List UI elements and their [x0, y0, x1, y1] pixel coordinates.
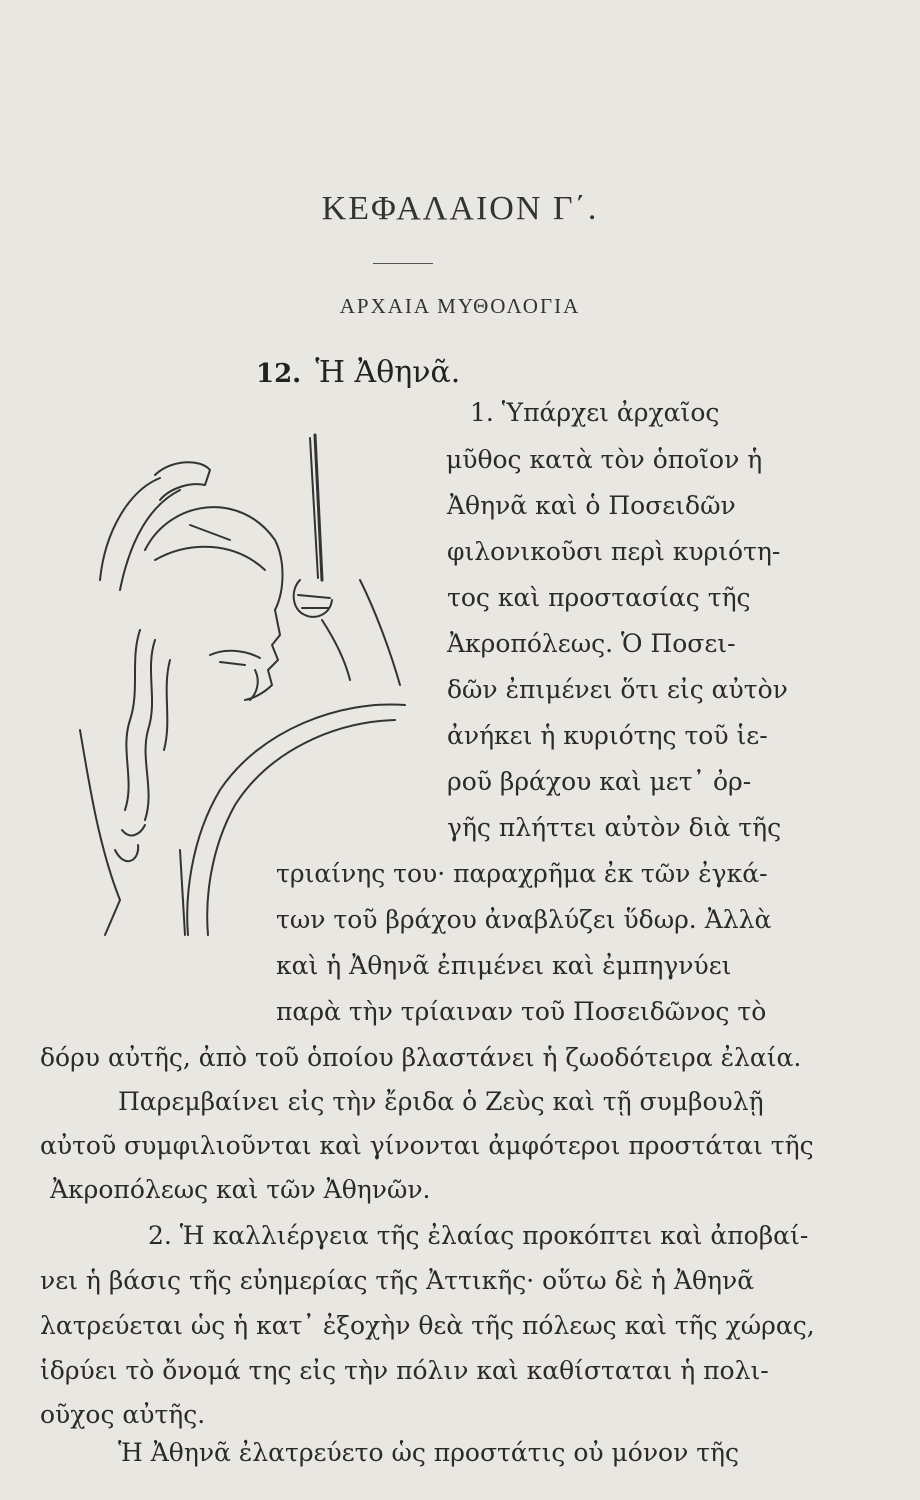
title-divider [373, 263, 433, 264]
text-line: φιλονικοῦσι περὶ κυριότη- [447, 537, 781, 566]
text-line: των τοῦ βράχου ἀναβλύζει ὕδωρ. Ἀλλὰ [276, 905, 772, 934]
text-line: Ἀκροπόλεως καὶ τῶν Ἀθηνῶν. [50, 1175, 431, 1204]
text-line: ἱδρύει τὸ ὄνομά της εἰς τὴν πόλιν καὶ καθίσταται ἡ πολι- [40, 1356, 769, 1385]
text-line: ροῦ βράχου καὶ μετ᾽ ὀρ- [447, 767, 752, 796]
text-line: αὐτοῦ συμφιλιοῦνται καὶ γίνονται ἀμφότεροι προστάται τῆς [40, 1131, 814, 1160]
subsection-heading [256, 355, 460, 390]
subsection-number: 12. [256, 359, 302, 389]
text-line: δόρυ αὐτῆς, ἀπὸ τοῦ ὁποίου βλαστάνει ἡ ζωοδότειρα ἐλαία. [40, 1043, 802, 1072]
text-line: καὶ ἡ Ἀθηνᾶ ἐπιμένει καὶ ἐμπηγνύει [276, 951, 732, 980]
section-title: ΑΡΧΑΙΑ ΜΥΘΟΛΟΓΙΑ [339, 294, 581, 318]
text-line: μῦθος κατὰ τὸν ὁποῖον ἡ [446, 445, 763, 474]
text-line: 1. Ὑπάρχει ἀρχαῖος [470, 398, 720, 427]
text-line: οῦχος αὐτῆς. [40, 1400, 206, 1429]
text-line: λατρεύεται ὡς ἡ κατ᾽ ἐξοχὴν θεὰ τῆς πόλεως καὶ τῆς χώρας, [40, 1311, 815, 1340]
subsection-title: Ἡ Ἀθηνᾶ. [315, 355, 461, 390]
text-line: τος καὶ προστασίας τῆς [447, 583, 751, 612]
text-line: γῆς πλήττει αὐτὸν διὰ τῆς [447, 813, 782, 842]
text-line: Ἡ Ἀθηνᾶ ἐλατρεύετο ὡς προστάτις οὐ μόνον τῆς [118, 1438, 740, 1467]
text-line: νει ἡ βάσις τῆς εὐημερίας τῆς Ἀττικῆς· οὕτω δὲ ἡ Ἀθηνᾶ [40, 1266, 755, 1295]
text-line: Ἀκροπόλεως. Ὁ Ποσει- [447, 629, 736, 658]
text-line: Ἀθηνᾶ καὶ ὁ Ποσειδῶν [447, 491, 736, 520]
text-line: παρὰ τὴν τρίαιναν τοῦ Ποσειδῶνος τὸ [276, 997, 767, 1026]
text-line: Παρεμβαίνει εἰς τὴν ἔριδα ὁ Ζεὺς καὶ τῇ συμβουλῇ [118, 1087, 764, 1116]
text-line: δῶν ἐπιμένει ὅτι εἰς αὐτὸν [447, 675, 788, 704]
text-line: 2. Ἡ καλλιέργεια τῆς ἐλαίας προκόπτει καὶ ἀποβαί- [148, 1221, 809, 1250]
chapter-title: ΚΕΦΑΛΑΙΟΝ Γ΄. [321, 190, 599, 227]
text-line: ἀνήκει ἡ κυριότης τοῦ ἱε- [447, 721, 768, 750]
text-line: τριαίνης του· παραχρῆμα ἐκ τῶν ἐγκά- [276, 859, 768, 888]
